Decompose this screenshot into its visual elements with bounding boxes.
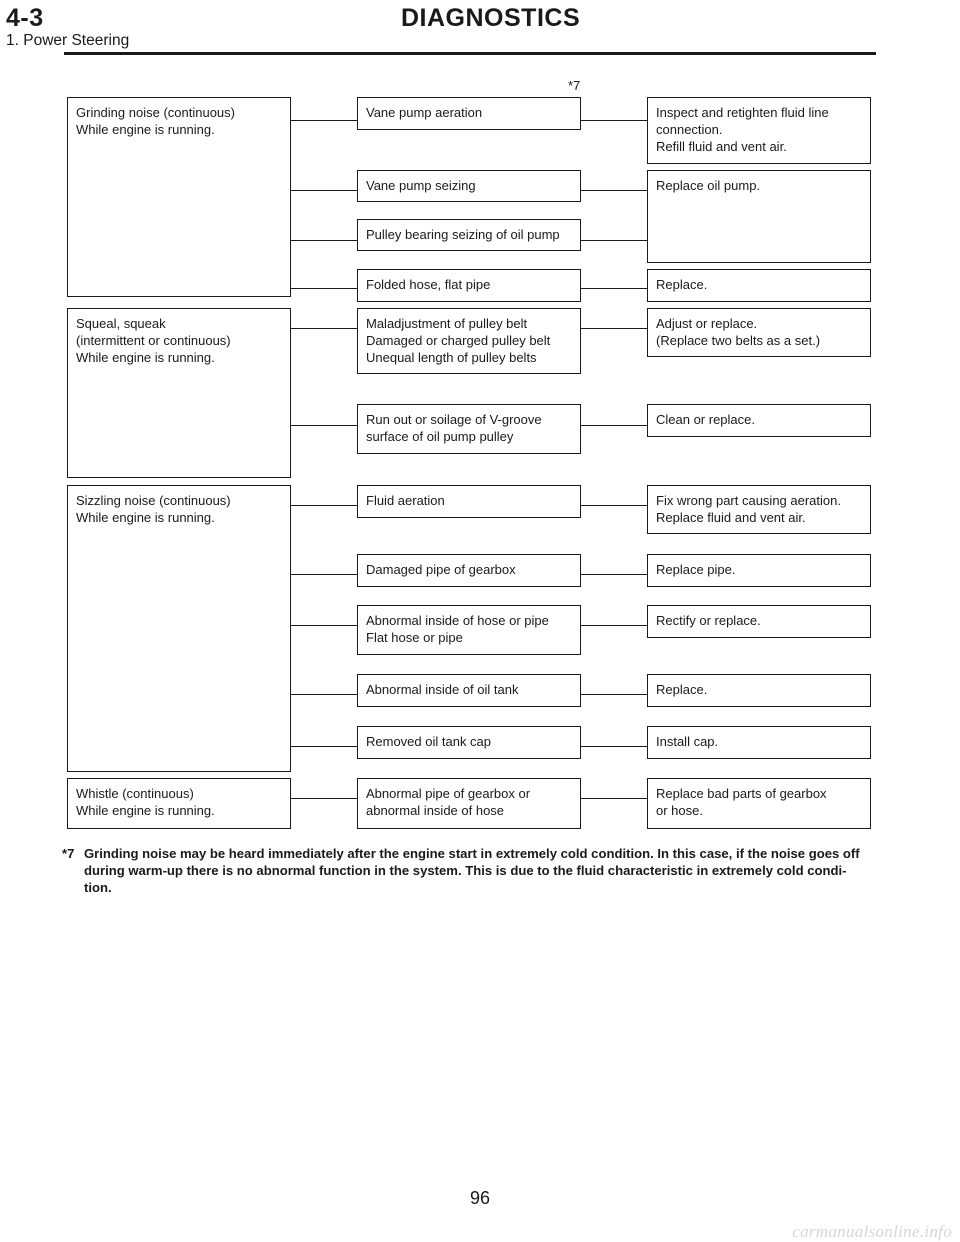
page-subtitle: 1. Power Steering [6,32,130,49]
remedy-box: Replace bad parts of gearbox or hose. [647,778,871,829]
watermark: carmanualsonline.info [792,1222,952,1241]
connector-line [581,574,647,575]
connector-line [581,240,647,241]
connector-line [581,798,647,799]
header-rule [64,52,876,55]
cause-box: Maladjustment of pulley belt Damaged or charged pulley belt Unequal length of pulley belts [357,308,581,374]
connector-line [581,694,647,695]
footnote-text: Grinding noise may be heard immediately after the engine start in extremely cold condition. In this case, if the noise goes off during warm-up there is no abnormal function in the system. This is due to the fluid characteristic in extremely cold condi-tion. [84,846,860,895]
note-reference-mark: *7 [568,78,581,93]
connector-line [291,328,357,329]
connector-line [291,425,357,426]
connector-line [581,505,647,506]
connector-line [581,328,647,329]
footnote [62,845,874,896]
connector-line [291,574,357,575]
cause-box: Removed oil tank cap [357,726,581,759]
remedy-box: Replace. [647,674,871,707]
connector-line [291,694,357,695]
connector-line [581,425,647,426]
symptom-box: Whistle (continuous) While engine is running. [67,778,291,829]
connector-line [291,288,357,289]
cause-box: Pulley bearing seizing of oil pump [357,219,581,251]
remedy-box: Inspect and retighten fluid line connection. Refill fluid and vent air. [647,97,871,164]
section-number: 4-3 [6,4,44,32]
connector-line [291,190,357,191]
connector-line [581,190,647,191]
cause-box: Run out or soilage of V-groove surface of oil pump pulley [357,404,581,454]
connector-line [291,240,357,241]
connector-line [291,120,357,121]
connector-line [581,625,647,626]
cause-box: Vane pump aeration [357,97,581,130]
remedy-box: Rectify or replace. [647,605,871,638]
cause-box: Abnormal inside of hose or pipe Flat hose or pipe [357,605,581,655]
remedy-box: Install cap. [647,726,871,759]
page-number: 96 [469,1188,491,1208]
cause-box: Abnormal inside of oil tank [357,674,581,707]
cause-box: Fluid aeration [357,485,581,518]
symptom-box: Sizzling noise (continuous) While engine is running. [67,485,291,772]
connector-line [581,288,647,289]
remedy-box: Clean or replace. [647,404,871,437]
connector-line [581,746,647,747]
page-title: DIAGNOSTICS [401,4,581,32]
cause-box: Folded hose, flat pipe [357,269,581,302]
symptom-box: Squeal, squeak (intermittent or continuous) While engine is running. [67,308,291,478]
remedy-box: Replace oil pump. [647,170,871,263]
connector-line [291,746,357,747]
connector-line [581,120,647,121]
connector-line [291,625,357,626]
cause-box: Damaged pipe of gearbox [357,554,581,587]
cause-box: Vane pump seizing [357,170,581,202]
remedy-box: Replace. [647,269,871,302]
remedy-box: Replace pipe. [647,554,871,587]
cause-box: Abnormal pipe of gearbox or abnormal inside of hose [357,778,581,829]
remedy-box: Fix wrong part causing aeration. Replace fluid and vent air. [647,485,871,534]
symptom-box: Grinding noise (continuous) While engine is running. [67,97,291,297]
connector-line [291,798,357,799]
footnote-mark: *7 [62,846,75,861]
connector-line [291,505,357,506]
remedy-box: Adjust or replace. (Replace two belts as a set.) [647,308,871,357]
